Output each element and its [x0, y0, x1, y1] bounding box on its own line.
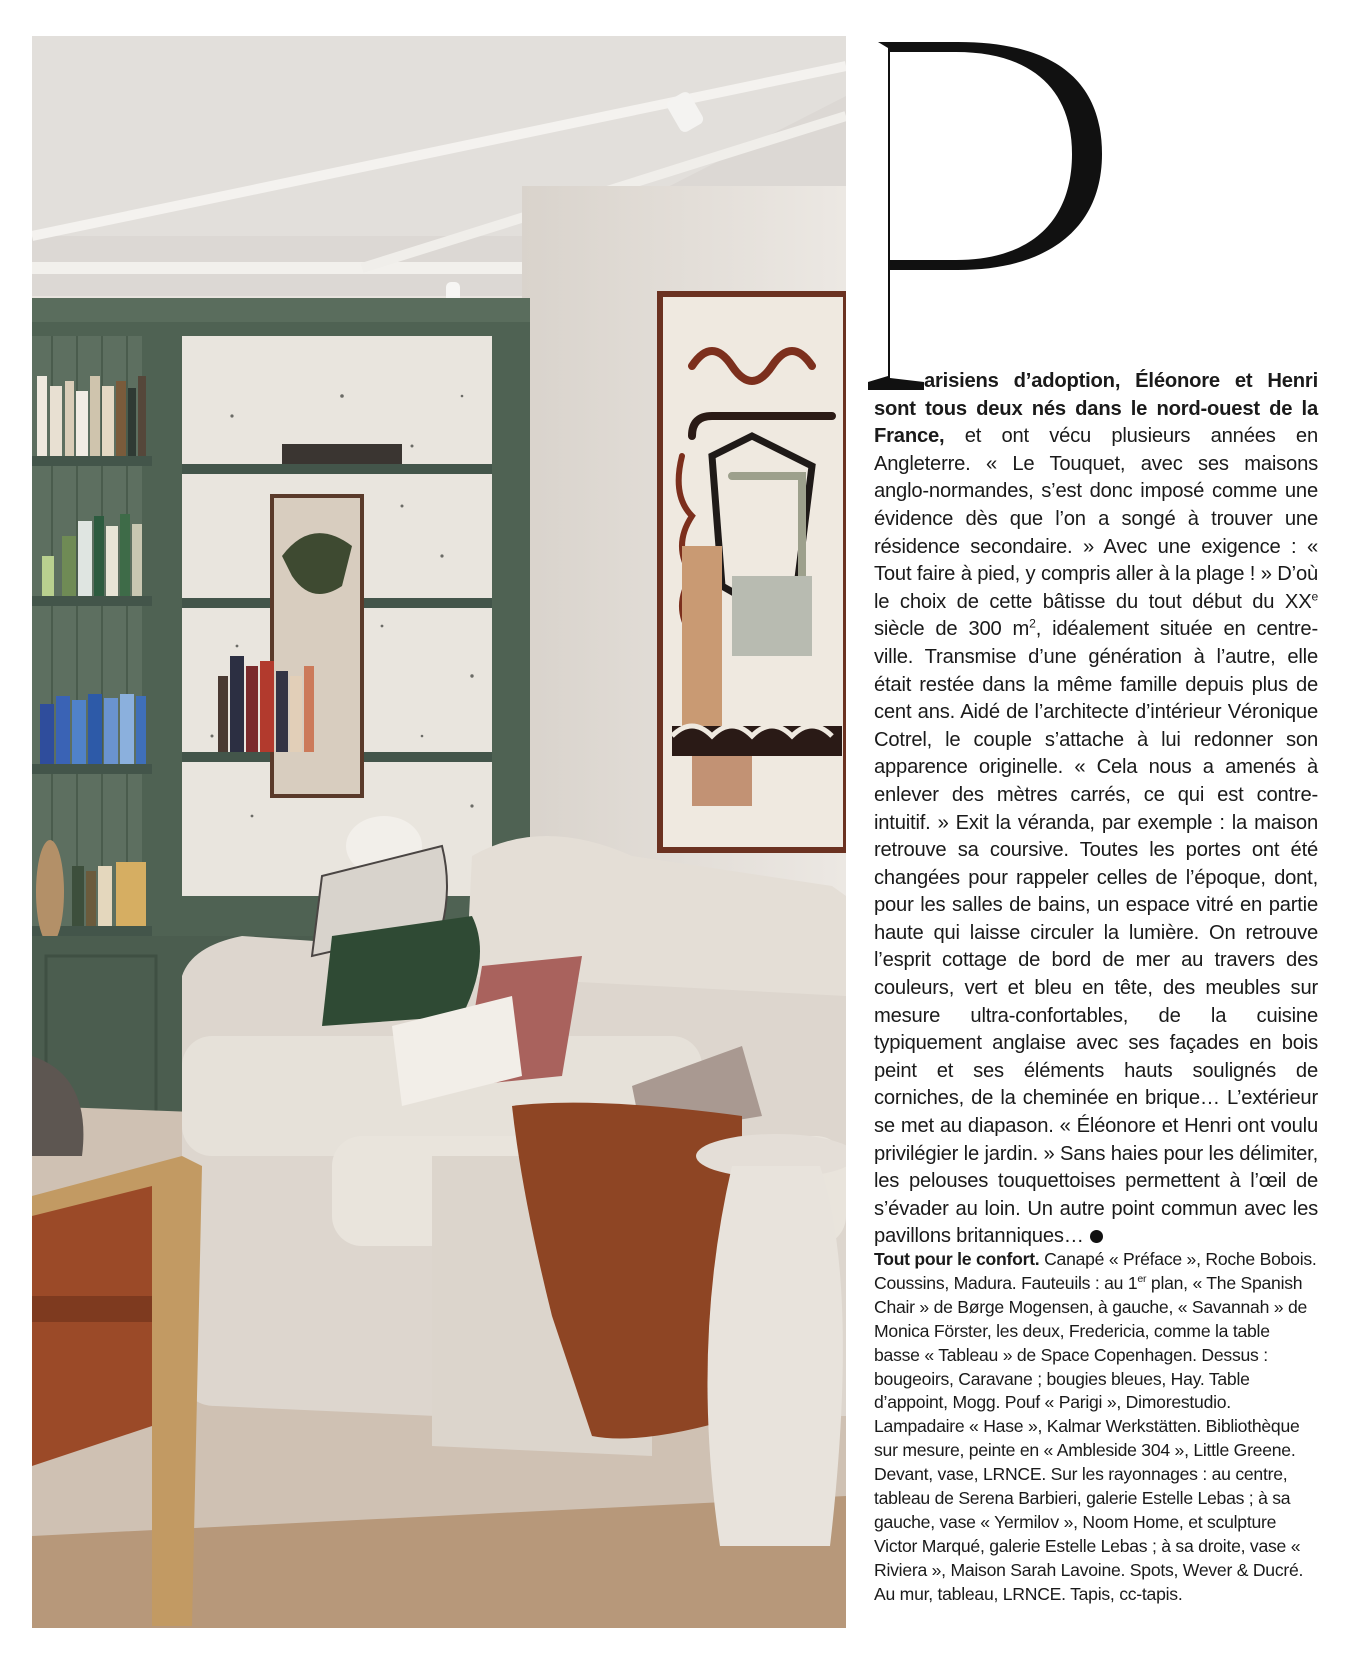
article-text-2: siècle de 300 m: [874, 618, 1030, 641]
caption-superscript: er: [1137, 1273, 1147, 1286]
article-text-3: , idéalement située en centre-ville. Transmise d’une génération à l’autre, elle était restée dans la même famille depuis plus de cent ans. Aidé de l’architecte d’intérieur Véronique Cotrel, le couple s’attache à lui redonner son apparence originelle. « Cela nous a amenés à enlever des mètres carrés, ce qui est contre-intuitif. » Exit la véranda, par exemple : la maison retrouve sa coursive. Toutes les portes ont été changées pour rappeler celles de l’époque, dont, pour les salles de bains, un espace vitré en partie haute qui laisse circuler la lumière. On retrouve l’esprit cottage de bord de mer au travers des couleurs, vert et bleu en tête, des meubles sur mesure ultra-confortables, de la cuisine typiquement anglaise avec ses façades en bois peint et ses éléments hauts soulignés de corniches, de la cheminée en brique… L’extérieur se met au diapason. « Éléonore et Henri ont voulu privilégier le jardin. » Sans haies pour les délimiter, les pelouses touquettoises permettent à l’œil de s’évader au loin. Un autre point commun avec les pavillons britanniques…: [874, 618, 1318, 1248]
caption-text-2: plan, « The Spanish Chair » de Børge Mogensen, à gauche, « Savannah » de Monica Förster, les deux, Fredericia, comme la table basse « Tableau » de Space Copenhagen. Dessus : bougeoirs, Caravane ; bougies bleues, Hay. Table d’appoint, Mogg. Pouf « Parigi », Dimorestudio. Lampadaire « Hase », Kalmar Werkstätten. Bibliothèque sur mesure, peinte en « Ambleside 304 », Little Greene. Devant, vase, LRNCE. Sur les rayonnages : au centre, tableau de Serena Barbieri, galerie Estelle Lebas ; à sa gauche, vase « Yermilov », Noom Home, et sculpture Victor Marqué, galerie Estelle Lebas ; à sa droite, vase « Riviera », Maison Sarah Lavoine. Spots, Wever & Ducré. Au mur, tableau, LRNCE. Tapis, cc-tapis.: [874, 1272, 1308, 1604]
living-room-photo: [32, 36, 846, 1628]
photo-caption: [874, 1248, 1320, 1607]
caption-title: Tout pour le confort.: [874, 1249, 1040, 1269]
drop-cap-letter: [866, 38, 1116, 394]
article-text-1: et ont vécu plusieurs années en Angleterre. « Le Touquet, avec ses maisons anglo-normandes, s’est donc imposé comme une évidence dès que l’on a songé à trouver une résidence secondaire. » Avec une exigence : « Tout faire à pied, y compris aller à la plage ! » D’où le choix de cette bâtisse du tout début du XX: [874, 425, 1318, 613]
drop-cap-text: P: [866, 38, 867, 39]
area-superscript: 2: [1029, 616, 1036, 631]
end-mark-dot-icon: [1090, 1230, 1103, 1243]
article-lead: arisiens d’adoption, Éléonore et Henri sont tous deux nés dans le nord-ouest de la France,: [874, 370, 1318, 448]
caption-text-1: Canapé « Préface », Roche Bobois. Coussins, Madura. Fauteuils : au 1: [874, 1249, 1317, 1293]
article-paragraph: [874, 368, 1318, 1251]
article-body: [874, 368, 1318, 1251]
century-superscript: e: [1311, 589, 1318, 604]
